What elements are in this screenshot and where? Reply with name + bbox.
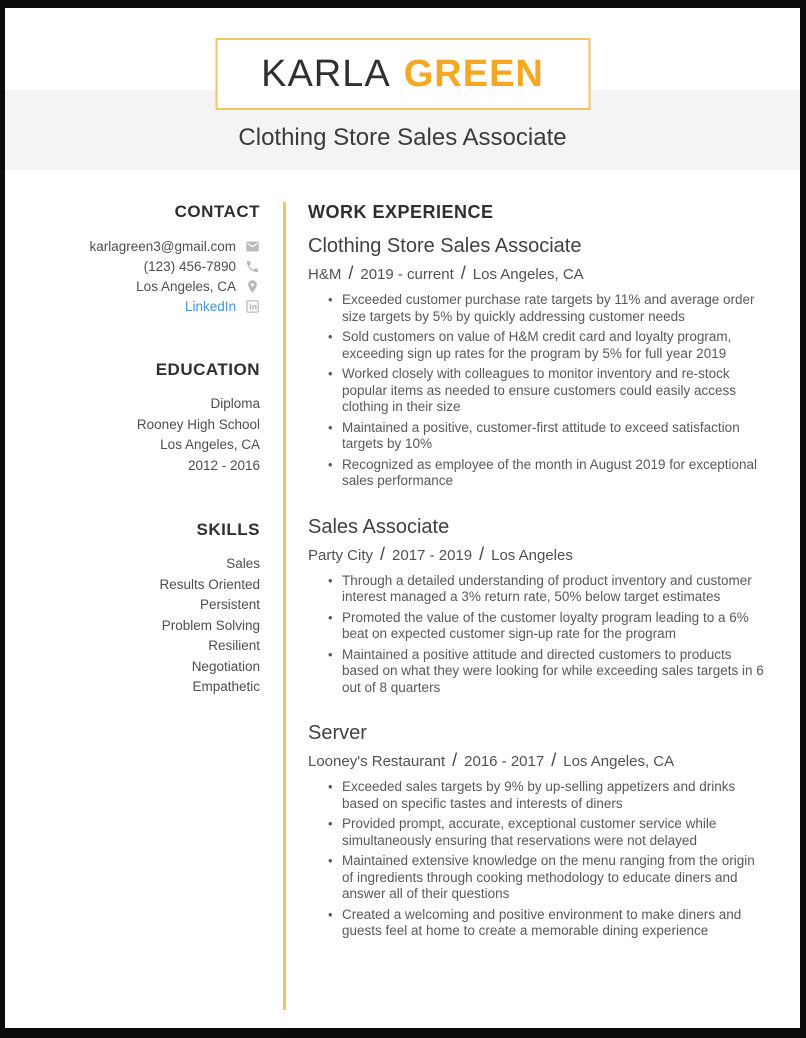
bullet-item: • Maintained a positive, customer-first attitude to exceed satisfaction targets by 10% xyxy=(308,420,766,453)
contact-label: (123) 456-7890 xyxy=(143,258,236,274)
contact-item xyxy=(5,276,260,296)
skill-item: Negotiation xyxy=(191,658,260,674)
bullet-item: • Created a welcoming and positive environment to make diners and guests feel at home to create a memorable dining experience xyxy=(308,907,766,940)
vertical-divider xyxy=(283,202,286,1010)
separator: / xyxy=(460,263,466,283)
name-box xyxy=(215,38,590,110)
education-section xyxy=(5,360,260,476)
skill-item: Sales xyxy=(226,556,260,571)
job-dates: 2019 - current xyxy=(360,266,454,283)
contact-list xyxy=(5,236,260,316)
bullet-item: • Promoted the value of the customer loyalty program leading to a 6% beat on expected customer sign-up rate for the program xyxy=(308,610,766,643)
bullet-item: • Exceeded customer purchase rate targets by 11% and average order size targets by 5% by quickly addressing customer needs xyxy=(308,292,766,325)
skills-list xyxy=(5,554,260,698)
job-title: Clothing Store Sales Associate xyxy=(308,235,582,257)
contact-label: karlagreen3@gmail.com xyxy=(89,238,236,254)
email-icon xyxy=(245,239,260,254)
skills-section xyxy=(5,520,260,698)
job-entry xyxy=(308,235,766,490)
skill-item: Persistent xyxy=(199,597,260,612)
job-location: Los Angeles, CA xyxy=(472,266,584,283)
bullet-item: • Maintained extensive knowledge on the menu ranging from the origin of ingredients through cooking methodology to educate diners and answer all of their questions xyxy=(308,853,766,903)
education-item: Diploma xyxy=(210,396,260,411)
separator: / xyxy=(452,750,458,770)
separator: / xyxy=(551,750,557,770)
job-meta xyxy=(308,544,766,565)
education-item: Rooney High School xyxy=(136,416,260,432)
job-dates: 2017 - 2019 xyxy=(392,546,473,564)
job-list xyxy=(308,235,766,940)
education-list xyxy=(5,394,260,476)
education-item: 2012 - 2016 xyxy=(187,457,260,473)
skill-item: Problem Solving xyxy=(161,617,260,633)
content-area xyxy=(5,170,800,1010)
resume-title: Clothing Store Sales Associate xyxy=(238,124,567,151)
bullet-item: • Worked closely with colleagues to monitor inventory and re-stock popular items as needed to ensure customers could easily access clothing in their size xyxy=(308,366,766,416)
contact-section xyxy=(5,202,260,316)
job-bullets xyxy=(308,573,766,697)
bullet-item: • Sold customers on value of H&M credit card and loyalty program, exceeding sign up rates for the program by 5% for full year 2019 xyxy=(308,329,766,362)
job-entry xyxy=(308,722,766,940)
linkedin-icon xyxy=(245,299,260,314)
bullet-item: • Maintained a positive attitude and directed customers to products based on what they were looking for while exceeding sales targets in 6 out of 8 quarters xyxy=(308,647,766,697)
job-meta xyxy=(308,750,766,771)
job-bullets xyxy=(308,292,766,490)
job-company: Looney's Restaurant xyxy=(308,753,446,770)
phone-icon xyxy=(245,259,260,274)
separator: / xyxy=(380,543,386,564)
last-name: GREEN xyxy=(403,52,544,95)
skills-heading: SKILLS xyxy=(196,520,260,539)
separator: / xyxy=(479,543,485,564)
education-item: Los Angeles, CA xyxy=(160,437,260,452)
resume-page xyxy=(5,8,800,1028)
job-company: Party City xyxy=(308,546,374,564)
separator: / xyxy=(348,263,354,283)
work-experience-heading: WORK EXPERIENCE xyxy=(308,202,494,222)
resume-header xyxy=(5,8,800,170)
contact-heading: CONTACT xyxy=(174,202,260,221)
sidebar xyxy=(5,202,260,742)
job-bullets xyxy=(308,779,766,940)
linkedin-link[interactable]: LinkedIn xyxy=(184,298,236,314)
bullet-item: • Provided prompt, accurate, exceptional customer service while simultaneously ensuring that reservations were not delayed xyxy=(308,816,766,849)
job-location: Los Angeles xyxy=(491,546,573,564)
contact-item xyxy=(5,236,260,256)
contact-label: Los Angeles, CA xyxy=(136,278,236,294)
bullet-item: • Recognized as employee of the month in August 2019 for exceptional sales performance xyxy=(308,457,766,490)
location-pin-icon xyxy=(245,279,260,294)
work-experience-column xyxy=(308,202,766,966)
job-location: Los Angeles, CA xyxy=(563,753,675,770)
skill-item: Results Oriented xyxy=(159,576,260,592)
first-name: KARLA xyxy=(261,52,391,95)
bullet-item: • Through a detailed understanding of product inventory and customer interest managed a 3% return rate, 50% below target estimates xyxy=(308,573,766,606)
bullet-item: • Exceeded sales targets by 9% by up-selling appetizers and drinks based on specific tastes and interests of diners xyxy=(308,779,766,812)
job-entry xyxy=(308,516,766,697)
contact-item xyxy=(5,256,260,276)
contact-item xyxy=(5,296,260,316)
job-company: H&M xyxy=(308,266,342,283)
skill-item: Resilient xyxy=(208,638,260,653)
job-title: Server xyxy=(308,722,367,744)
job-meta xyxy=(308,263,766,284)
skill-item: Empathetic xyxy=(192,679,260,694)
job-title: Sales Associate xyxy=(308,515,450,538)
education-heading: EDUCATION xyxy=(155,360,260,379)
job-dates: 2016 - 2017 xyxy=(464,753,545,770)
